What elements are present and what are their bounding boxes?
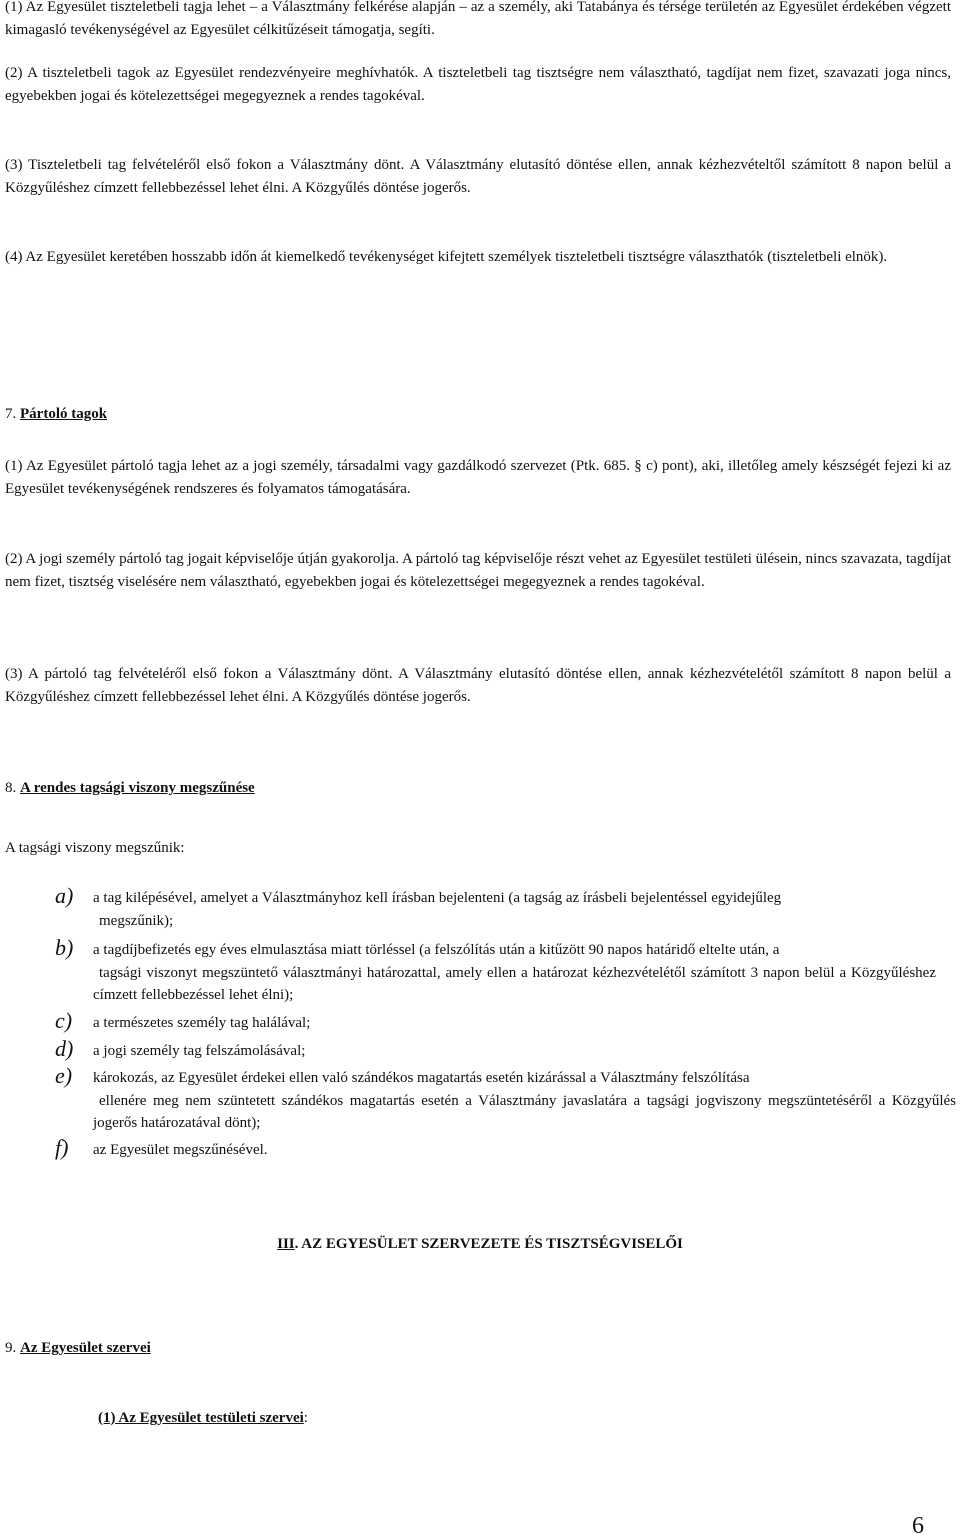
section-7-heading bbox=[5, 404, 107, 424]
section-9-heading bbox=[5, 1338, 151, 1358]
list-marker: c) bbox=[55, 1008, 73, 1033]
section-8-title: A rendes tagsági viszony megszűnése bbox=[20, 780, 255, 796]
page-number: 6 bbox=[912, 1513, 924, 1539]
list-item bbox=[55, 935, 956, 1007]
list-item-text: károkozás, az Egyesület érdekei ellen való szándékos magatartás esetén kizárással a Választmány felszólítása bbox=[93, 1070, 750, 1086]
list-marker: d) bbox=[55, 1036, 74, 1061]
section-7-title: Pártoló tagok bbox=[20, 406, 108, 422]
section-9-number: 9. bbox=[5, 1340, 17, 1356]
paragraph-honorary-2: (2) A tiszteletbeli tagok az Egyesület rendezvényeire meghívhatók. A tiszteletbeli tag tisztségre nem választható, tagdíjat nem fizet, szavazati joga nincs, egyebekben jogai és kötelezettségei megegyeznek a rendes tagokéval. bbox=[5, 65, 951, 104]
list-item bbox=[55, 883, 956, 932]
list-item-continuation: ellenére meg nem szüntetett szándékos magatartás esetén a Választmány javaslatára a tagsági jogviszony megszüntetéséről a Közgyűlés jogerős határozatával dönt); bbox=[93, 1092, 956, 1131]
list-item-text: a tagdíjbefizetés egy éves elmulasztása miatt törléssel (a felszólítás után a kitűzött 90 napos határidő eltelte után, a bbox=[93, 942, 780, 958]
section-8-heading bbox=[5, 778, 255, 798]
list-marker: e) bbox=[55, 1063, 73, 1088]
paragraph-supporting-1: (1) Az Egyesület pártoló tagja lehet az a jogi személy, társadalmi vagy gazdálkodó szervezet (Ptk. 685. § c) pont), aki, illetőleg amely készségét fejezi ki az Egyesület tevékenységének rendszeres és folyamatos támogatására. bbox=[5, 458, 951, 497]
chapter-title-text: . AZ EGYESÜLET SZERVEZETE ÉS TISZTSÉGVISELŐI bbox=[294, 1236, 683, 1252]
list-item-continuation: megszűnik); bbox=[99, 912, 174, 929]
subheading-bodies bbox=[98, 1408, 308, 1428]
chapter-number: III bbox=[277, 1236, 295, 1252]
paragraph-supporting-3: (3) A pártoló tag felvételéről első fokon a Választmány dönt. A Választmány elutasító döntése ellen, annak kézhezvételétől számított 8 napon belül a Közgyűléshez címzett fellebbezéssel lehet élni. A Közgyűlés döntése jogerős. bbox=[5, 666, 951, 705]
list-item-continuation: tagsági viszonyt megszüntető választmányi határozattal, amely ellen a határozat kézhezvételétől számított 3 napon belül a Közgyűléshez címzett fellebbezéssel lehet élni); bbox=[93, 964, 936, 1003]
list-item-text: a természetes személy tag halálával; bbox=[93, 1015, 311, 1031]
list-item-text: az Egyesület megszűnésével. bbox=[93, 1142, 268, 1158]
paragraph-honorary-3: (3) Tiszteletbeli tag felvételéről első fokon a Választmány dönt. A Választmány elutasító döntése ellen, annak kézhezvételtől számított 8 napon belül a Közgyűléshez címzett fellebbezéssel lehet élni. A Közgyűlés döntése jogerős. bbox=[5, 157, 951, 196]
list-item bbox=[55, 1063, 956, 1135]
list-marker: b) bbox=[55, 935, 74, 960]
section-9-title: Az Egyesület szervei bbox=[20, 1340, 151, 1356]
list-item bbox=[55, 1036, 956, 1063]
list-marker: f) bbox=[55, 1135, 69, 1160]
subheading-text: (1) Az Egyesület testületi szervei bbox=[98, 1410, 304, 1426]
paragraph-honorary-1: (1) Az Egyesület tiszteletbeli tagja lehet – a Választmány felkérése alapján – az a személy, aki Tatabánya és térsége területén az Egyesület érdekében végzett kimagasló tevékenységével az Egyesület célkitűzéseit támogatja, segíti. bbox=[5, 0, 951, 38]
paragraph-supporting-2: (2) A jogi személy pártoló tag jogait képviselője útján gyakorolja. A pártoló tag képviselője részt vehet az Egyesület testületi ülésein, nincs szavazata, tagdíjat nem fizet, tisztség viselésére nem választható, egyebekben jogai és kötelezettségei megegyeznek a rendes tagokéval. bbox=[5, 551, 951, 590]
list-marker: a) bbox=[55, 883, 74, 908]
termination-intro: A tagsági viszony megszűnik: bbox=[5, 840, 185, 856]
section-7-number: 7. bbox=[5, 406, 17, 422]
list-item-text: a jogi személy tag felszámolásával; bbox=[93, 1043, 306, 1059]
paragraph-honorary-4: (4) Az Egyesület keretében hosszabb időn át kiemelkedő tevékenységet kifejtett személyek tiszteletbeli tisztségre választhatók (tiszteletbeli elnök). bbox=[5, 249, 888, 265]
chapter-title bbox=[0, 1234, 960, 1254]
subheading-suffix: : bbox=[303, 1410, 308, 1426]
list-item-text: a tag kilépésével, amelyet a Választmányhoz kell írásban bejelenteni (a tagság az írásbeli bejelentéssel egyidejűleg bbox=[93, 890, 782, 906]
list-item bbox=[55, 1008, 956, 1035]
section-8-number: 8. bbox=[5, 780, 17, 796]
list-item bbox=[55, 1135, 956, 1162]
